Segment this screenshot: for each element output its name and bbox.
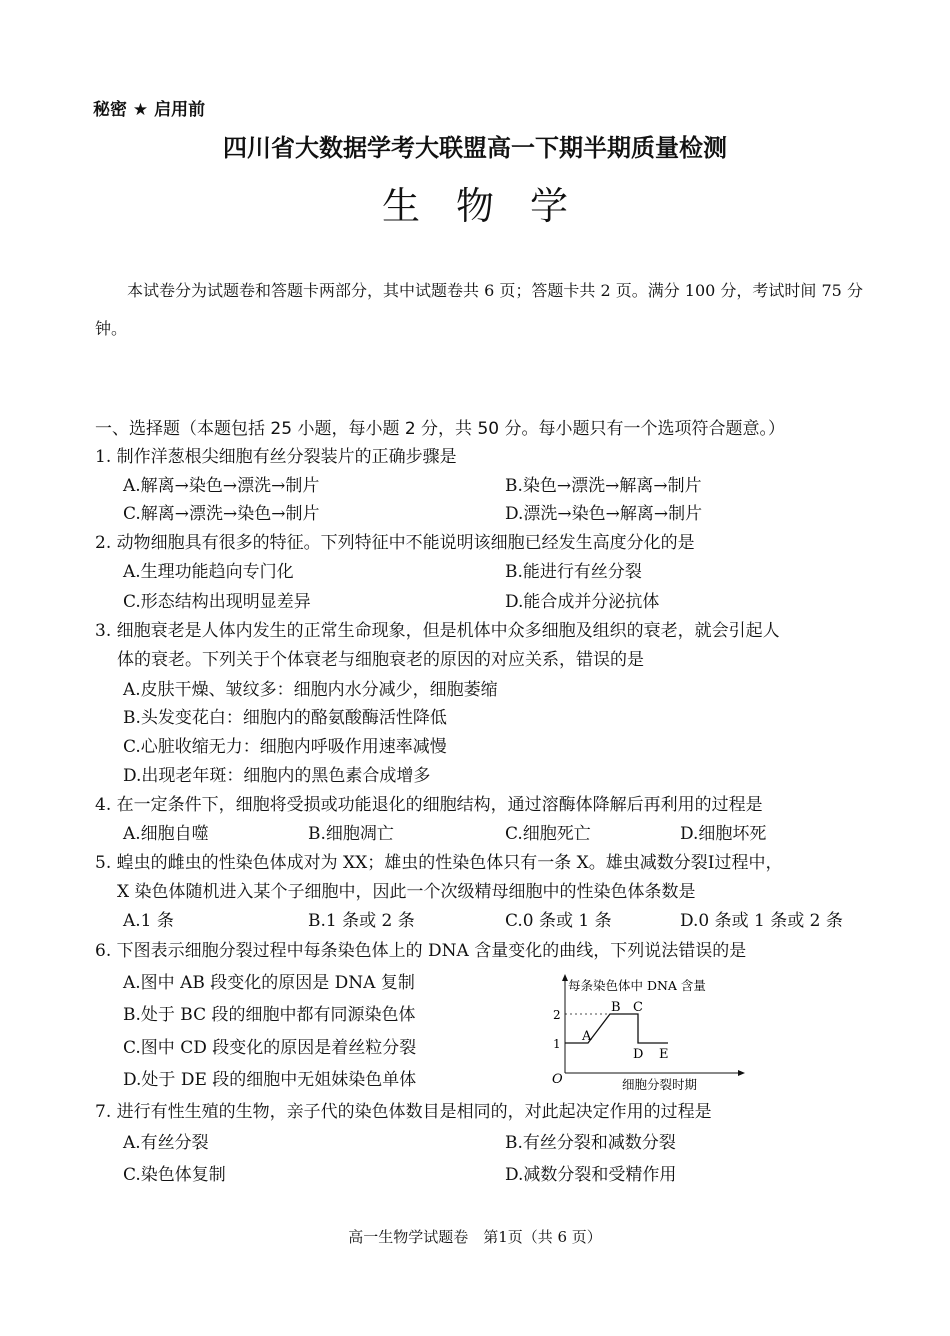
question-3-option-d: D.出现老年斑：细胞内的黑色素合成增多	[123, 766, 431, 786]
tick-label-2: 2	[553, 1008, 561, 1022]
question-5-option-b: B.1 条或 2 条	[308, 911, 415, 931]
question-5-stem-line-1: 5. 蝗虫的雌虫的性染色体成对为 XX；雄虫的性染色体只有一条 X。雄虫减数分裂Ⅰ过程中，	[95, 853, 783, 873]
question-1-option-d: D.漂洗→染色→解离→制片	[505, 504, 703, 524]
point-label-a: A	[582, 1029, 592, 1044]
secret-label: 秘密 ★ 启用前	[93, 100, 206, 120]
question-4-option-c: C.细胞死亡	[505, 824, 591, 844]
question-2-option-c: C.形态结构出现明显差异	[123, 592, 311, 612]
point-label-d: D	[633, 1047, 644, 1062]
subject-title: 生物学	[381, 184, 604, 228]
question-5-stem-line-2: X 染色体随机进入某个子细胞中，因此一个次级精母细胞中的性染色体条数是	[117, 882, 696, 902]
question-1-option-a: A.解离→染色→漂洗→制片	[123, 476, 320, 496]
question-4-option-b: B.细胞凋亡	[308, 824, 394, 844]
dna-content-curve	[565, 1014, 668, 1043]
y-axis-label: 每条染色体中 DNA 含量	[568, 978, 706, 993]
dna-content-curve-figure	[540, 970, 760, 1095]
question-1-option-b: B.染色→漂洗→解离→制片	[505, 476, 702, 496]
question-2-option-d: D.能合成并分泌抗体	[505, 592, 660, 612]
point-label-e: E	[659, 1047, 669, 1062]
question-1-option-c: C.解离→漂洗→染色→制片	[123, 504, 320, 524]
question-7-option-a: A.有丝分裂	[123, 1133, 209, 1153]
question-6-option-d: D.处于 DE 段的细胞中无姐妹染色单体	[123, 1070, 417, 1090]
question-6-option-c: C.图中 CD 段变化的原因是着丝粒分裂	[123, 1038, 417, 1058]
tick-label-1: 1	[553, 1037, 561, 1051]
question-4-option-a: A.细胞自噬	[123, 824, 209, 844]
question-6-stem: 6. 下图表示细胞分裂过程中每条染色体上的 DNA 含量变化的曲线，下列说法错误的是	[95, 941, 747, 961]
x-axis-arrow	[738, 1070, 745, 1076]
question-2-option-b: B.能进行有丝分裂	[505, 562, 642, 582]
question-4-option-d: D.细胞坏死	[680, 824, 767, 844]
question-3-option-c: C.心脏收缩无力：细胞内呼吸作用速率减慢	[123, 737, 447, 757]
question-3-stem-line-1: 3. 细胞衰老是人体内发生的正常生命现象，但是机体中众多细胞及组织的衰老，就会引起人	[95, 621, 780, 641]
section-title: 一、选择题（本题包括 25 小题，每小题 2 分，共 50 分。每小题只有一个选项符合题意。）	[95, 419, 786, 439]
question-3-stem-line-2: 体的衰老。下列关于个体衰老与细胞衰老的原因的对应关系，错误的是	[117, 650, 644, 670]
question-6-option-a: A.图中 AB 段变化的原因是 DNA 复制	[123, 973, 415, 993]
question-4-stem: 4. 在一定条件下，细胞将受损或功能退化的细胞结构，通过溶酶体降解后再利用的过程是	[95, 795, 763, 815]
question-7-option-d: D.减数分裂和受精作用	[505, 1165, 677, 1185]
question-7-option-c: C.染色体复制	[123, 1165, 226, 1185]
question-7-stem: 7. 进行有性生殖的生物，亲子代的染色体数目是相同的，对此起决定作用的过程是	[95, 1102, 712, 1122]
question-5-option-d: D.0 条或 1 条或 2 条	[680, 911, 843, 931]
question-6-option-b: B.处于 BC 段的细胞中都有同源染色体	[123, 1005, 416, 1025]
question-3-option-a: A.皮肤干燥、皱纹多：细胞内水分减少，细胞萎缩	[123, 680, 498, 700]
intro-paragraph: 本试卷分为试题卷和答题卡两部分，其中试题卷共 6 页；答题卡共 2 页。满分 100 分，考试时间 75 分钟。	[95, 281, 863, 338]
point-label-b: B	[611, 1000, 621, 1015]
x-axis-label: 细胞分裂时期	[622, 1077, 698, 1092]
origin-label: O	[552, 1072, 563, 1087]
question-2-stem: 2. 动物细胞具有很多的特征。下列特征中不能说明该细胞已经发生高度分化的是	[95, 533, 695, 553]
question-5-option-c: C.0 条或 1 条	[505, 911, 612, 931]
exam-title: 四川省大数据学考大联盟高一下期半期质量检测	[223, 134, 727, 162]
question-7-option-b: B.有丝分裂和减数分裂	[505, 1133, 676, 1153]
question-3-option-b: B.头发变花白：细胞内的酪氨酸酶活性降低	[123, 708, 447, 728]
page-footer: 高一生物学试题卷 第1页（共 6 页）	[348, 1228, 602, 1246]
point-label-c: C	[633, 1000, 643, 1015]
question-1-stem: 1. 制作洋葱根尖细胞有丝分裂装片的正确步骤是	[95, 447, 457, 467]
question-2-option-a: A.生理功能趋向专门化	[123, 562, 294, 582]
question-5-option-a: A.1 条	[123, 911, 174, 931]
